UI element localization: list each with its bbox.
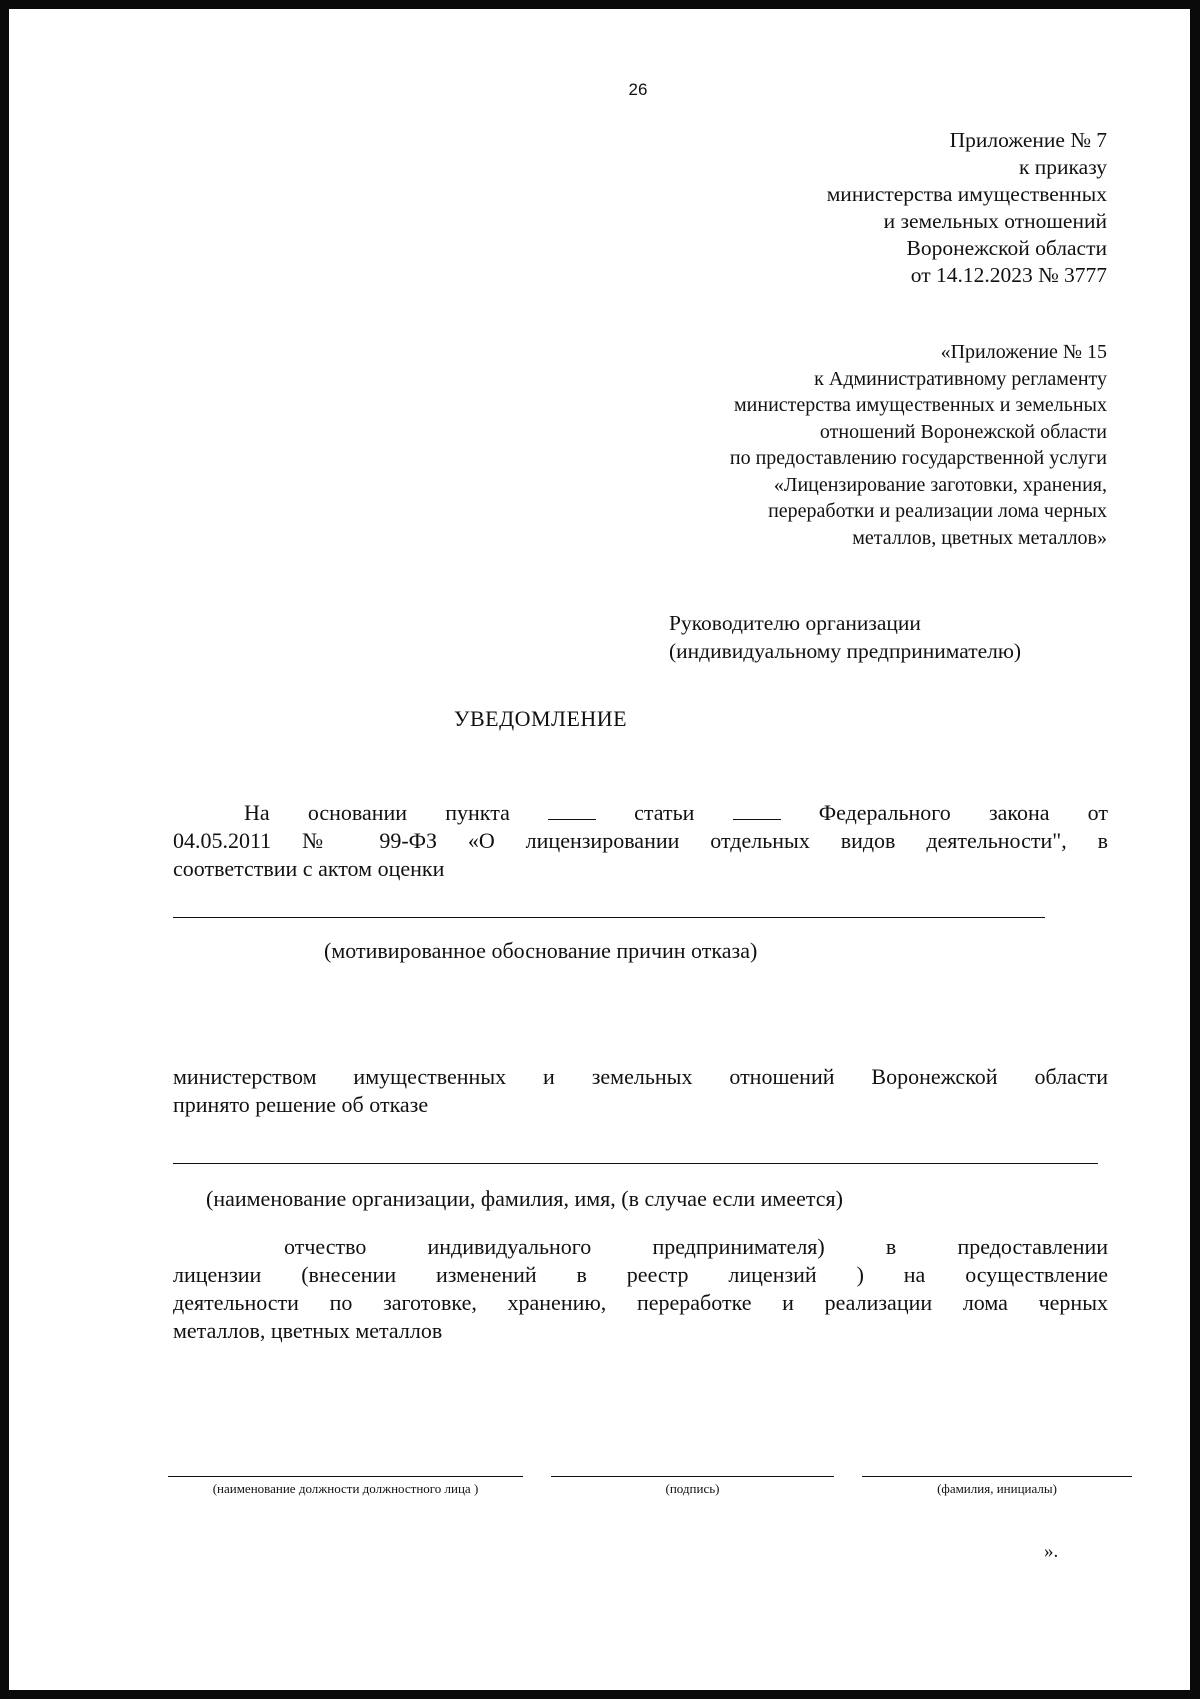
header-line: министерства имущественных <box>826 182 1107 206</box>
addressee-line: Руководителю организации <box>669 611 921 635</box>
caption-reason: (мотивированное обоснование причин отказа) <box>324 938 758 963</box>
caption-organization: (наименование организации, фамилия, имя, (в случае если имеется) <box>206 1186 843 1211</box>
reference-line: отношений Воронежской области <box>819 420 1107 443</box>
paragraph-line: отчество индивидуального предпринимателя) в предоставлении <box>284 1234 1108 1259</box>
position-signature-line <box>168 1476 523 1477</box>
addressee <box>669 609 1021 665</box>
reference-line: министерства имущественных и земельных <box>734 394 1107 416</box>
paragraph-line: лицензии (внесении изменений в реестр лицензий ) на осуществление <box>173 1262 1108 1287</box>
reference-line: к Административному регламенту <box>814 367 1107 390</box>
paragraph-line: деятельности по заготовке, хранению, переработке и реализации лома черных <box>173 1290 1108 1315</box>
name-caption: (фамилия, инициалы) <box>937 1481 1057 1496</box>
signature-caption: (подпись) <box>665 1481 720 1496</box>
reference-line: по предоставлению государственной услуги <box>729 447 1107 469</box>
document-title: УВЕДОМЛЕНИЕ <box>453 706 628 731</box>
blank-field <box>733 801 781 820</box>
header-line: Приложение № 7 <box>949 128 1107 152</box>
blank-field <box>548 801 596 820</box>
reference-line: «Приложение № 15 <box>940 341 1107 363</box>
header-line: от 14.12.2023 № 3777 <box>910 263 1107 287</box>
reference-line: переработки и реализации лома черных <box>768 500 1107 522</box>
paragraph-line: металлов, цветных металлов <box>173 1318 443 1343</box>
organization-blank-line <box>173 1163 1098 1164</box>
header-line: к приказу <box>1018 155 1107 179</box>
header-line: Воронежской области <box>906 236 1107 260</box>
paragraph-line: министерством имущественных и земельных отношений Воронежской области <box>173 1064 1108 1089</box>
reference-line: «Лицензирование заготовки, хранения, <box>773 473 1107 496</box>
paragraph-refusal-subject <box>173 1233 1108 1345</box>
signature-line <box>551 1476 834 1477</box>
addressee-line: (индивидуальному предпринимателю) <box>669 639 1022 663</box>
appendix-header <box>827 127 1107 289</box>
header-line: и земельных отношений <box>883 209 1107 233</box>
position-caption: (наименование должности должностного лица ) <box>212 1481 479 1496</box>
reason-blank-line <box>173 917 1045 918</box>
paragraph-line: 04.05.2011 № 99-ФЗ «О лицензировании отдельных видов деятельности", в <box>173 828 1108 853</box>
regulation-reference <box>730 339 1107 551</box>
reference-line: металлов, цветных металлов» <box>852 526 1107 549</box>
paragraph-ministry-decision <box>173 1063 1108 1119</box>
paragraph-line: принято решение об отказе <box>173 1092 429 1117</box>
paragraph-line: На основании пункта статьи Федерального закона от <box>244 800 1108 825</box>
paragraph-legal-basis <box>173 799 1108 883</box>
name-signature-line <box>862 1476 1132 1477</box>
closing-quote: ». <box>1044 1541 1059 1562</box>
page-number: 26 <box>628 80 648 99</box>
paragraph-line: соответствии с актом оценки <box>173 856 445 881</box>
